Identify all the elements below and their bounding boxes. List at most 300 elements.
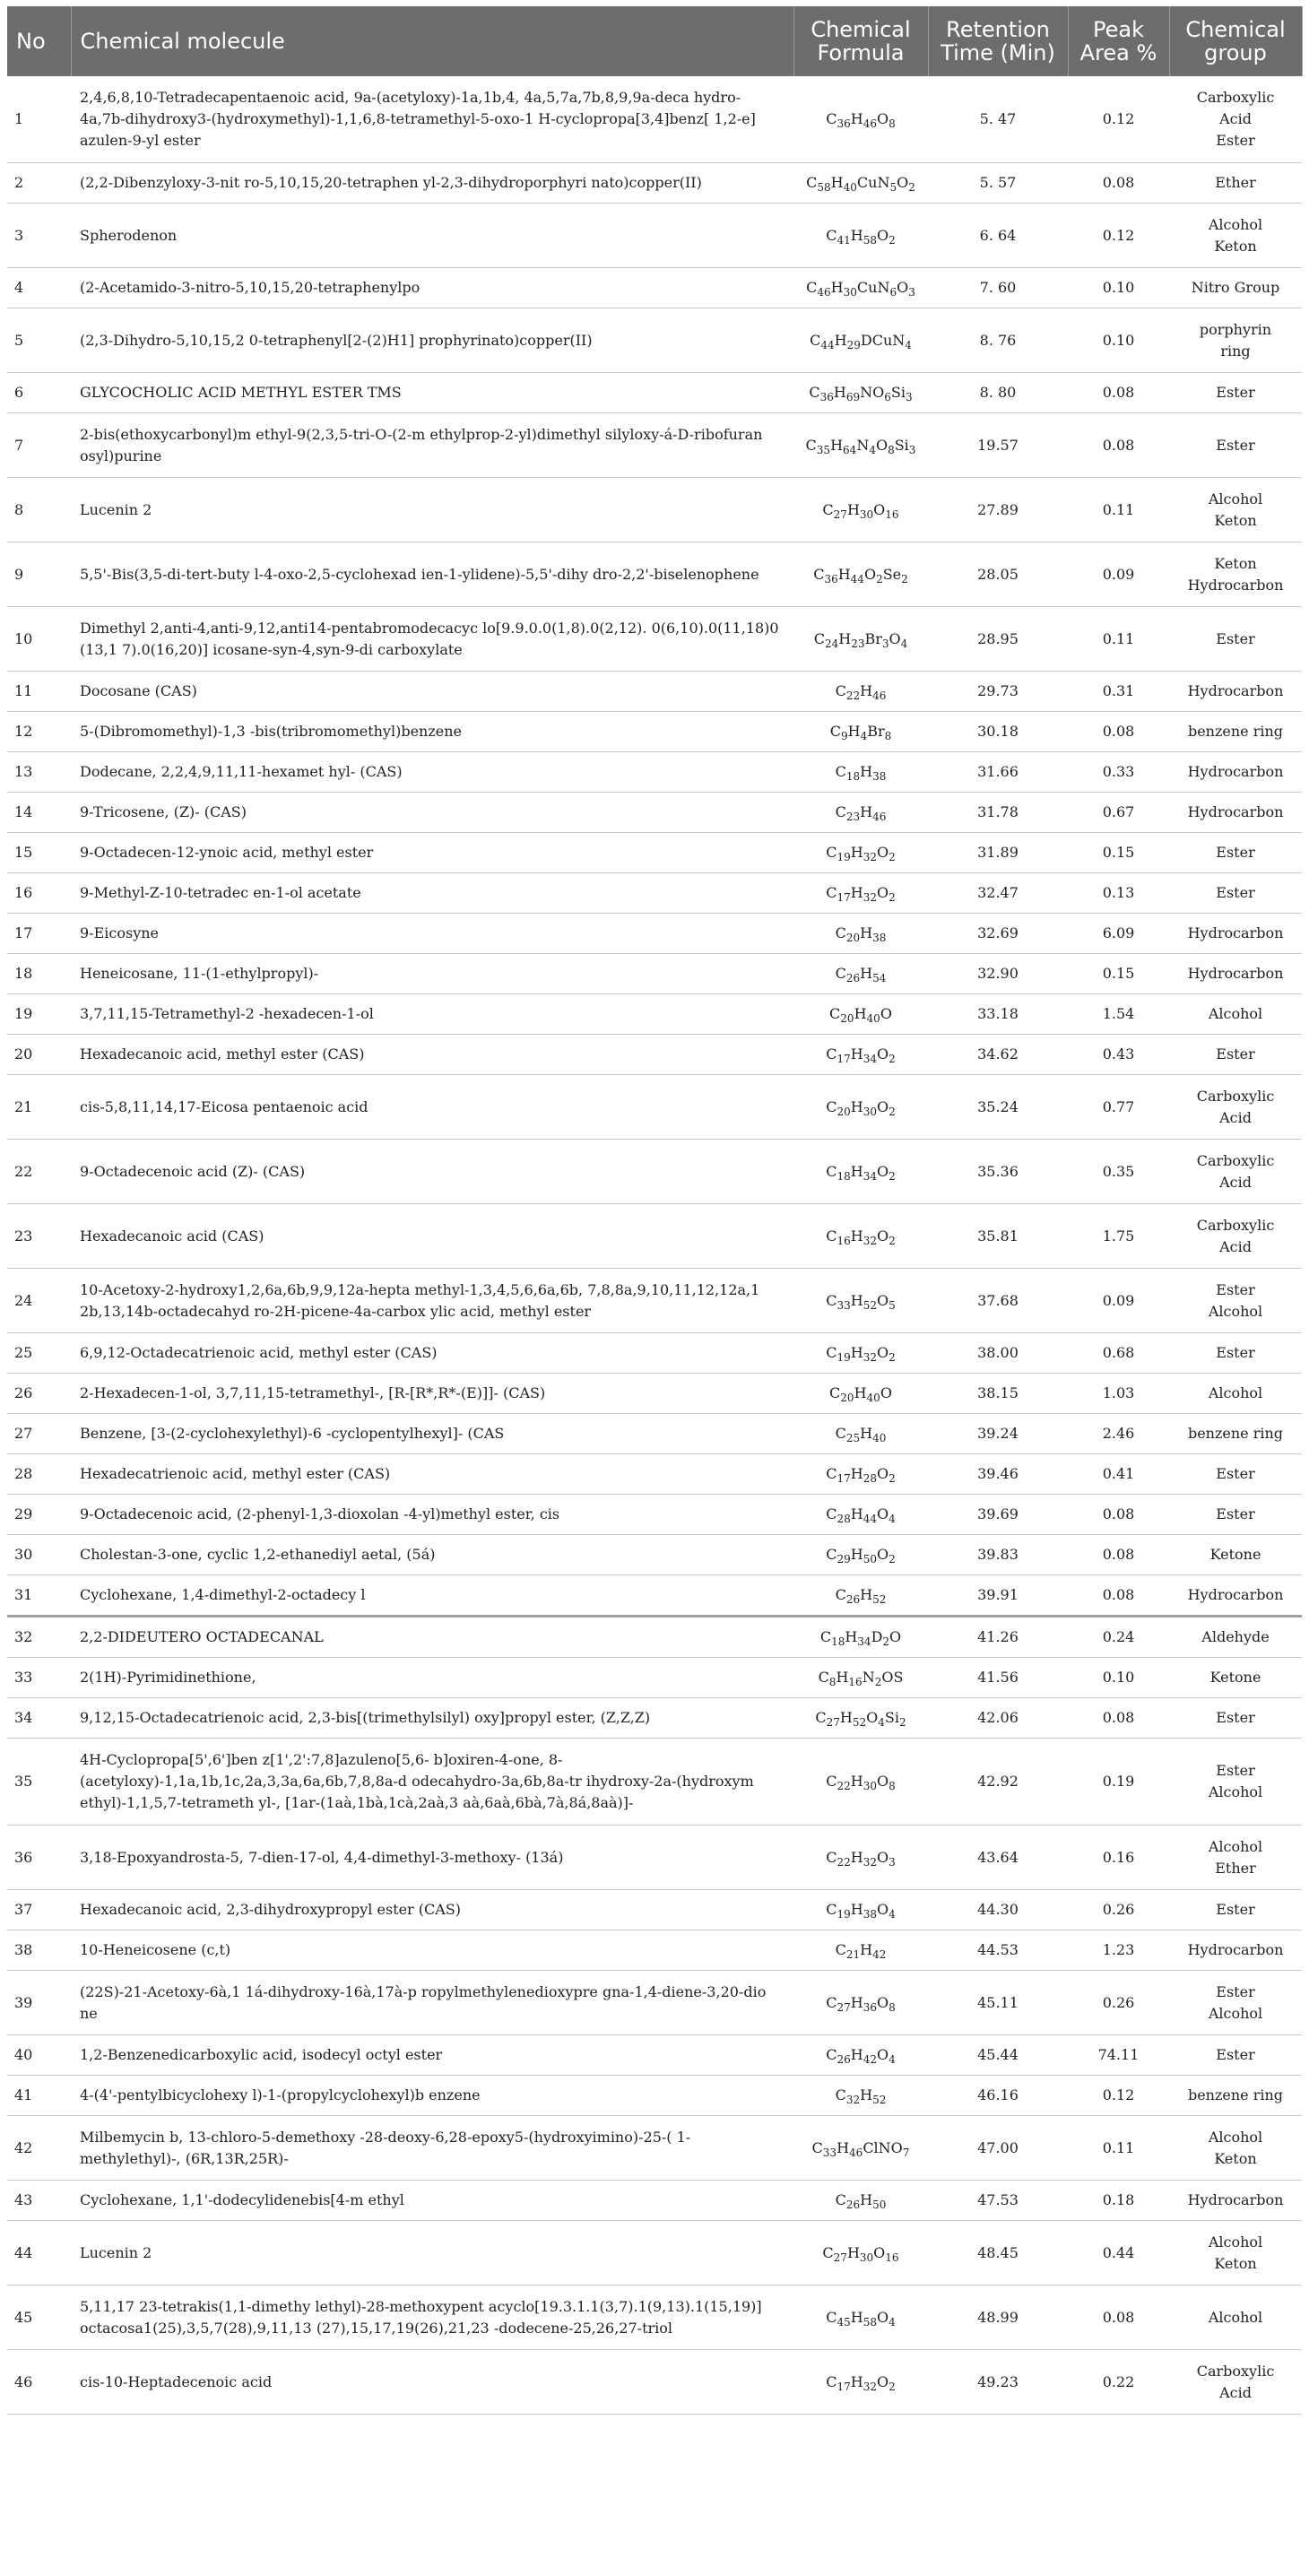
cell-retention-time: 19.57 <box>928 413 1068 478</box>
formula-element: C <box>822 2243 834 2261</box>
cell-chemical-group <box>1169 1890 1302 1930</box>
cell-no: 34 <box>7 1698 71 1739</box>
formula-element: C <box>826 2372 837 2390</box>
cell-chemical-group <box>1169 1495 1302 1535</box>
cell-retention-time: 39.24 <box>928 1414 1068 1454</box>
table-row <box>7 204 1302 268</box>
cell-retention-time: 32.47 <box>928 873 1068 914</box>
formula-element: H <box>850 1546 863 1563</box>
formula-subscript: 32 <box>845 2094 861 2107</box>
table-row <box>7 2221 1302 2285</box>
cell-peak-area: 0.43 <box>1068 1035 1169 1075</box>
formula-subscript: 29 <box>846 338 861 351</box>
cell-chemical-group <box>1169 308 1302 373</box>
table-row <box>7 873 1302 914</box>
formula-subscript: 35 <box>816 443 831 456</box>
group-line: Ester <box>1216 1762 1255 1779</box>
formula-element: H <box>850 1344 863 1361</box>
cell-chemical-formula <box>793 672 928 712</box>
formula-element: H <box>860 1941 873 1958</box>
cell-retention-time: 48.99 <box>928 2285 1068 2350</box>
cell-retention-time: 31.89 <box>928 833 1068 873</box>
header-chemical-molecule: Chemical molecule <box>71 6 793 76</box>
formula-subscript: 18 <box>845 770 861 784</box>
cell-chemical-formula <box>793 1890 928 1930</box>
cell-retention-time: 38.00 <box>928 1333 1068 1374</box>
cell-chemical-group <box>1169 163 1302 204</box>
table-row <box>7 1035 1302 1075</box>
cell-no: 5 <box>7 308 71 373</box>
cell-retention-time: 39.83 <box>928 1535 1068 1575</box>
formula-subscript: 58 <box>817 181 831 195</box>
formula-subscript: 2 <box>889 1234 896 1247</box>
cell-no: 12 <box>7 712 71 752</box>
formula-element: C <box>826 1045 837 1062</box>
formula-subscript: 36 <box>824 572 838 585</box>
cell-chemical-molecule: 10-Heneicosene (c,t) <box>71 1930 793 1971</box>
formula-element: C <box>826 1291 837 1309</box>
formula-subscript: 30 <box>863 1105 877 1118</box>
cell-retention-time: 33.18 <box>928 994 1068 1035</box>
cell-no: 29 <box>7 1495 71 1535</box>
cell-retention-time: 46.16 <box>928 2076 1068 2116</box>
cell-chemical-molecule: 3,18-Epoxyandrosta-5, 7-dien-17-ol, 4,4-dimethyl-3-methoxy- (13á) <box>71 1826 793 1890</box>
formula-element: C <box>813 629 825 647</box>
group-line: Alcohol <box>1208 1783 1263 1800</box>
cell-chemical-group <box>1169 752 1302 793</box>
group-line: Acid <box>1219 1108 1252 1126</box>
cell-no: 28 <box>7 1454 71 1495</box>
cell-peak-area: 1.23 <box>1068 1930 1169 1971</box>
formula-element: H <box>850 844 863 861</box>
cell-chemical-formula <box>793 1698 928 1739</box>
table-row <box>7 607 1302 672</box>
formula-element: CuN <box>856 279 890 296</box>
formula-element: C <box>835 2086 846 2103</box>
cell-retention-time: 27.89 <box>928 478 1068 542</box>
cell-chemical-formula <box>793 873 928 914</box>
formula-element: N <box>862 1669 875 1686</box>
formula-element: Si <box>884 1709 899 1726</box>
formula-subscript: 52 <box>852 1716 867 1730</box>
formula-element: O <box>889 629 901 647</box>
group-line: Hydrocarbon <box>1187 924 1284 941</box>
formula-element: O <box>877 1162 889 1180</box>
group-line: Carboxylic <box>1196 1151 1275 1169</box>
cell-chemical-group <box>1169 2181 1302 2221</box>
group-line: Keton <box>1214 554 1257 572</box>
cell-chemical-molecule: Heneicosane, 11-(1-ethylpropyl)- <box>71 954 793 994</box>
cell-chemical-molecule: Cholestan-3-one, cyclic 1,2-ethanediyl aetal, (5á) <box>71 1535 793 1575</box>
cell-peak-area: 0.31 <box>1068 672 1169 712</box>
formula-subscript: 52 <box>872 2094 887 2107</box>
table-row <box>7 478 1302 542</box>
cell-retention-time: 45.44 <box>928 2035 1068 2076</box>
group-line: porphyrin <box>1199 320 1272 338</box>
cell-peak-area: 0.44 <box>1068 2221 1169 2285</box>
cell-chemical-group <box>1169 2076 1302 2116</box>
formula-element: O <box>877 1848 889 1866</box>
formula-element: Si <box>890 384 906 401</box>
formula-element: O <box>897 279 909 296</box>
table-row <box>7 76 1302 163</box>
cell-chemical-molecule: Cyclohexane, 1,1'-dodecylidenebis[4-m ethyl <box>71 2181 793 2221</box>
formula-element: C <box>806 174 818 191</box>
cell-chemical-molecule: 5-(Dibromomethyl)-1,3 -bis(tribromomethyl)benzene <box>71 712 793 752</box>
formula-subscript: 3 <box>889 1855 896 1869</box>
formula-element: C <box>835 965 846 982</box>
table-row <box>7 1575 1302 1617</box>
formula-element: C <box>826 1465 837 1482</box>
cell-chemical-formula <box>793 1140 928 1204</box>
cell-chemical-group <box>1169 1035 1302 1075</box>
cell-chemical-molecule: 9-Octadecen-12-ynoic acid, methyl ester <box>71 833 793 873</box>
formula-subscript: 44 <box>863 1513 877 1526</box>
formula-subscript: 3 <box>881 637 889 650</box>
cell-no: 40 <box>7 2035 71 2076</box>
cell-chemical-formula <box>793 712 928 752</box>
formula-subscript: 4 <box>860 730 868 743</box>
formula-element: O <box>880 1005 892 1022</box>
cell-peak-area: 0.15 <box>1068 833 1169 873</box>
formula-subscript: 25 <box>845 1432 861 1445</box>
group-line: Alcohol <box>1208 1302 1263 1320</box>
formula-element: H <box>850 1773 863 1790</box>
cell-peak-area: 0.10 <box>1068 1658 1169 1698</box>
cell-chemical-formula <box>793 308 928 373</box>
cell-no: 32 <box>7 1617 71 1658</box>
cell-no: 7 <box>7 413 71 478</box>
group-line: Hydrocarbon <box>1187 682 1284 699</box>
group-line: Ester <box>1216 132 1255 149</box>
table-row <box>7 2350 1302 2415</box>
formula-subscript: 34 <box>863 1053 877 1066</box>
formula-subscript: 42 <box>872 1948 887 1962</box>
cell-chemical-group <box>1169 2116 1302 2181</box>
formula-subscript: 32 <box>863 1234 877 1247</box>
group-line: Ester <box>1216 629 1255 647</box>
formula-subscript: 32 <box>863 2380 877 2393</box>
cell-peak-area: 0.12 <box>1068 2076 1169 2116</box>
formula-subscript: 19 <box>837 851 851 864</box>
formula-element: O <box>877 844 889 861</box>
formula-element: H <box>860 682 873 699</box>
table-row <box>7 542 1302 607</box>
group-line: Hydrocarbon <box>1187 1941 1284 1958</box>
cell-chemical-formula <box>793 76 928 163</box>
cell-chemical-molecule: (22S)-21-Acetoxy-6à,1 1á-dihydroxy-16à,17à-p ropylmethylenedioxypre gna-1,4-diene-3,20-dio ne <box>71 1971 793 2035</box>
formula-element: DCuN <box>860 331 906 349</box>
cell-chemical-group <box>1169 2221 1302 2285</box>
formula-subscript: 2 <box>889 233 896 247</box>
cell-peak-area: 0.77 <box>1068 1075 1169 1140</box>
cell-no: 37 <box>7 1890 71 1930</box>
header-chemical-formula: Chemical Formula <box>793 6 928 76</box>
group-line: Alcohol <box>1208 2233 1263 2251</box>
cell-chemical-group <box>1169 1930 1302 1971</box>
group-line: Ether <box>1215 1859 1256 1877</box>
cell-peak-area: 0.08 <box>1068 1698 1169 1739</box>
cell-no: 46 <box>7 2350 71 2415</box>
cell-no: 43 <box>7 2181 71 2221</box>
formula-subscript: 2 <box>898 1716 906 1730</box>
formula-subscript: 6 <box>889 286 897 299</box>
formula-element: C <box>835 1941 846 1958</box>
table-container <box>7 6 1302 2415</box>
cell-chemical-group <box>1169 833 1302 873</box>
table-row <box>7 1535 1302 1575</box>
table-row <box>7 1971 1302 2035</box>
cell-no: 25 <box>7 1333 71 1374</box>
formula-element: C <box>835 803 846 820</box>
cell-retention-time: 34.62 <box>928 1035 1068 1075</box>
formula-element: O <box>873 2243 886 2261</box>
cell-no: 35 <box>7 1739 71 1826</box>
cell-retention-time: 32.90 <box>928 954 1068 994</box>
formula-element: H <box>850 1045 863 1062</box>
formula-subscript: 29 <box>837 1553 851 1566</box>
cell-retention-time: 32.69 <box>928 914 1068 954</box>
formula-element: O <box>863 565 877 583</box>
formula-element: O <box>877 1097 889 1115</box>
formula-element: H <box>860 2191 873 2208</box>
cell-chemical-formula <box>793 1414 928 1454</box>
cell-no: 19 <box>7 994 71 1035</box>
cell-retention-time: 30.18 <box>928 712 1068 752</box>
cell-chemical-molecule: 9-Tricosene, (Z)- (CAS) <box>71 793 793 833</box>
cell-chemical-molecule: 6,9,12-Octadecatrienoic acid, methyl ester (CAS) <box>71 1333 793 1374</box>
formula-subscript: 2 <box>882 1635 890 1649</box>
formula-subscript: 16 <box>885 507 899 521</box>
formula-subscript: 26 <box>837 2053 851 2067</box>
table-row <box>7 1698 1302 1739</box>
formula-subscript: 2 <box>889 1553 896 1566</box>
formula-element: Br <box>867 723 885 740</box>
formula-subscript: 2 <box>901 572 908 585</box>
cell-peak-area: 6.09 <box>1068 914 1169 954</box>
cell-chemical-group <box>1169 672 1302 712</box>
table-row <box>7 954 1302 994</box>
table-row <box>7 268 1302 308</box>
cell-chemical-formula <box>793 542 928 607</box>
formula-subscript: 8 <box>889 2000 896 2014</box>
formula-element: O <box>877 1901 889 1918</box>
cell-peak-area: 0.08 <box>1068 1575 1169 1617</box>
formula-element: C <box>813 565 825 583</box>
table-row <box>7 1075 1302 1140</box>
formula-subscript: 8 <box>889 1780 896 1793</box>
formula-element: CuN <box>856 174 890 191</box>
group-line: Hydrocarbon <box>1187 803 1284 820</box>
formula-subscript: 24 <box>824 637 839 650</box>
cell-chemical-group <box>1169 76 1302 163</box>
cell-retention-time: 44.30 <box>928 1890 1068 1930</box>
cell-peak-area: 0.67 <box>1068 793 1169 833</box>
cell-chemical-molecule: Lucenin 2 <box>71 478 793 542</box>
formula-subscript: 34 <box>863 1169 877 1183</box>
formula-element: Se <box>882 565 902 583</box>
formula-element: C <box>826 1546 837 1563</box>
formula-subscript: 33 <box>822 2146 837 2159</box>
formula-subscript: 2 <box>889 851 896 864</box>
group-line: Hydrocarbon <box>1187 576 1284 594</box>
formula-element: O <box>877 1773 889 1790</box>
cell-chemical-molecule: 2-bis(ethoxycarbonyl)m ethyl-9(2,3,5-tri-O-(2-m ethylprop-2-yl)dimethyl silyloxy-á-D-ribofuran osyl)purine <box>71 413 793 478</box>
formula-element: H <box>846 2243 860 2261</box>
cell-retention-time: 39.69 <box>928 1495 1068 1535</box>
cell-retention-time: 42.06 <box>928 1698 1068 1739</box>
formula-subscript: 44 <box>820 338 835 351</box>
formula-element: O <box>877 1993 889 2011</box>
formula-element: H <box>850 1465 863 1482</box>
formula-element: O <box>889 1628 902 1645</box>
formula-element: O <box>877 110 889 127</box>
formula-subscript: 54 <box>872 972 887 985</box>
cell-retention-time: 35.24 <box>928 1075 1068 1140</box>
formula-element: H <box>850 1227 863 1245</box>
formula-element: O <box>877 884 889 901</box>
cell-no: 18 <box>7 954 71 994</box>
formula-element: H <box>850 1097 863 1115</box>
formula-element: C <box>826 1097 837 1115</box>
cell-peak-area: 0.26 <box>1068 1971 1169 2035</box>
cell-chemical-group <box>1169 204 1302 268</box>
cell-peak-area: 0.11 <box>1068 2116 1169 2181</box>
formula-element: Br <box>864 629 882 647</box>
group-line: Nitro Group <box>1191 279 1280 296</box>
formula-subscript: 46 <box>817 286 831 299</box>
cell-no: 30 <box>7 1535 71 1575</box>
group-line: Keton <box>1214 237 1257 255</box>
cell-chemical-group <box>1169 712 1302 752</box>
group-line: benzene ring <box>1187 2086 1284 2103</box>
cell-chemical-molecule: 4-(4'-pentylbicyclohexy l)-1-(propylcyclohexyl)b enzene <box>71 2076 793 2116</box>
group-line: Ester <box>1216 884 1255 901</box>
cell-chemical-molecule: Docosane (CAS) <box>71 672 793 712</box>
cell-chemical-formula <box>793 2035 928 2076</box>
formula-element: C <box>811 2138 823 2156</box>
cell-retention-time: 29.73 <box>928 672 1068 712</box>
cell-peak-area: 0.12 <box>1068 76 1169 163</box>
cell-peak-area: 0.19 <box>1068 1739 1169 1826</box>
cell-chemical-molecule: 9-Octadecenoic acid (Z)- (CAS) <box>71 1140 793 1204</box>
formula-subscript: 2 <box>889 891 896 905</box>
cell-peak-area: 1.75 <box>1068 1204 1169 1269</box>
cell-retention-time: 5. 57 <box>928 163 1068 204</box>
formula-subscript: 27 <box>833 2251 847 2264</box>
formula-element: H <box>850 226 863 244</box>
cell-chemical-group <box>1169 2350 1302 2415</box>
formula-element: C <box>826 1227 837 1245</box>
formula-element: C <box>835 924 846 941</box>
cell-retention-time: 8. 80 <box>928 373 1068 413</box>
formula-subscript: 4 <box>905 338 912 351</box>
formula-subscript: 46 <box>849 2146 863 2159</box>
cell-retention-time: 47.00 <box>928 2116 1068 2181</box>
table-row <box>7 1414 1302 1454</box>
group-line: Ester <box>1216 1901 1255 1918</box>
table-row <box>7 1658 1302 1698</box>
cell-peak-area: 0.33 <box>1068 752 1169 793</box>
formula-subscript: 2 <box>889 2380 896 2393</box>
cell-chemical-group <box>1169 268 1302 308</box>
formula-subscript: 30 <box>859 2251 874 2264</box>
cell-peak-area: 0.08 <box>1068 413 1169 478</box>
formula-element: C <box>835 2191 846 2208</box>
formula-element: ClNO <box>863 2138 903 2156</box>
cell-chemical-group <box>1169 914 1302 954</box>
formula-subscript: 3 <box>905 391 913 404</box>
formula-subscript: 30 <box>843 286 857 299</box>
table-row <box>7 1617 1302 1658</box>
cell-no: 33 <box>7 1658 71 1698</box>
formula-subscript: 19 <box>837 1908 851 1921</box>
cell-chemical-formula <box>793 1739 928 1826</box>
formula-subscript: 44 <box>850 572 864 585</box>
cell-retention-time: 49.23 <box>928 2350 1068 2415</box>
cell-chemical-formula <box>793 1495 928 1535</box>
formula-subscript: 4 <box>889 1513 896 1526</box>
group-line: Ester <box>1216 1465 1255 1482</box>
cell-chemical-formula <box>793 994 928 1035</box>
group-line: Hydrocarbon <box>1187 965 1284 982</box>
cell-chemical-molecule: 2,4,6,8,10-Tetradecapentaenoic acid, 9a-(acetyloxy)-1a,1b,4, 4a,5,7a,7b,8,9,9a-deca hydro-4a,7b-dihydroxy3-(hydroxymethyl)-1,1,6,8-tetramethyl-5-oxo-1 H-cyclopropa[3,4]benz[ 1,2-e] azulen-9-yl ester <box>71 76 793 163</box>
cell-chemical-molecule: 9-Octadecenoic acid, (2-phenyl-1,3-dioxolan -4-yl)methyl ester, cis <box>71 1495 793 1535</box>
table-row <box>7 373 1302 413</box>
cell-retention-time: 41.56 <box>928 1658 1068 1698</box>
cell-retention-time: 35.36 <box>928 1140 1068 1204</box>
header-chemical-group: Chemical group <box>1169 6 1302 76</box>
cell-no: 20 <box>7 1035 71 1075</box>
formula-element: O <box>877 226 889 244</box>
cell-chemical-formula <box>793 1035 928 1075</box>
formula-element: H <box>847 723 861 740</box>
formula-subscript: 26 <box>845 972 861 985</box>
formula-subscript: 2 <box>908 181 915 195</box>
cell-no: 1 <box>7 76 71 163</box>
cell-chemical-group <box>1169 607 1302 672</box>
formula-subscript: 21 <box>845 1948 861 1962</box>
cell-chemical-molecule: cis-5,8,11,14,17-Eicosa pentaenoic acid <box>71 1075 793 1140</box>
formula-subscript: 4 <box>900 637 908 650</box>
formula-subscript: 4 <box>889 1908 896 1921</box>
table-row <box>7 793 1302 833</box>
formula-element: C <box>806 279 818 296</box>
group-line: Ester <box>1216 1709 1255 1726</box>
group-line: Ketone <box>1209 1546 1261 1563</box>
cell-chemical-molecule: 4H-Cyclopropa[5',6']ben z[1',2':7,8]azuleno[5,6- b]oxiren-4-one, 8-(acetyloxy)-1,1a,1b,1c,2a,3,3a,6a,6b,7,8,8a-d odecahydro-3a,6b,8a-tr ihydroxy-2a-(hydroxym ethyl)-1,1,5,7-tetrameth yl-, [1ar-(1aà,1bà,1cà,2aà,3 aà,6aà,6bà,7à,8á,8aà)]- <box>71 1739 793 1826</box>
group-line: Acid <box>1219 110 1252 127</box>
table-row <box>7 994 1302 1035</box>
formula-subscript: 16 <box>848 1676 863 1689</box>
cell-chemical-formula <box>793 914 928 954</box>
formula-subscript: 20 <box>840 1012 854 1026</box>
group-line: Ester <box>1216 1045 1255 1062</box>
formula-element: H <box>830 279 844 296</box>
formula-subscript: 22 <box>837 1855 851 1869</box>
cell-chemical-molecule: (2,3-Dihydro-5,10,15,2 0-tetraphenyl[2-(2)H1] prophyrinato)copper(II) <box>71 308 793 373</box>
formula-subscript: 26 <box>845 2199 861 2212</box>
group-line: Acid <box>1219 2383 1252 2401</box>
formula-subscript: 5 <box>889 1298 896 1312</box>
formula-subscript: 2 <box>889 1169 896 1183</box>
cell-peak-area: 0.08 <box>1068 712 1169 752</box>
formula-subscript: 32 <box>863 1855 877 1869</box>
formula-subscript: 4 <box>889 2053 896 2067</box>
formula-element: C <box>826 1505 837 1522</box>
cell-retention-time: 28.95 <box>928 607 1068 672</box>
cell-peak-area: 0.11 <box>1068 478 1169 542</box>
